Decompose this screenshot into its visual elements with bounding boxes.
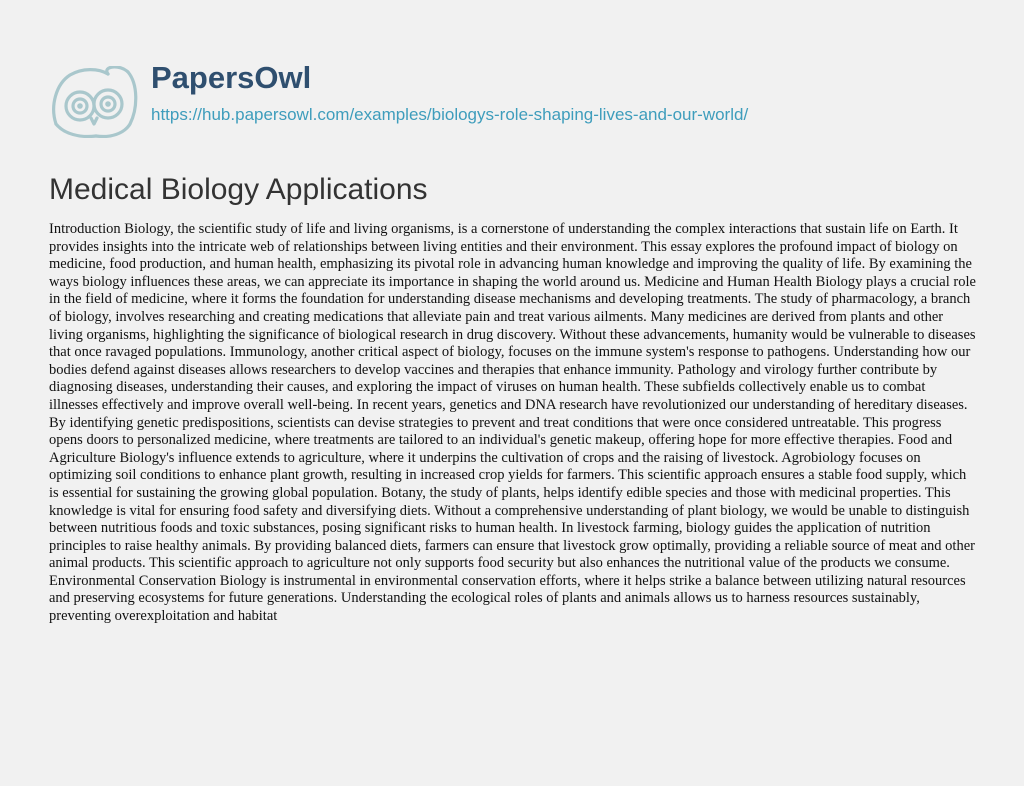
page-title: Medical Biology Applications — [49, 173, 428, 206]
brand-name: PapersOwl — [151, 60, 312, 95]
source-url-link[interactable]: https://hub.papersowl.com/examples/biologys-role-shaping-lives-and-our-world/ — [151, 105, 749, 124]
header — [50, 58, 950, 138]
essay-body: Introduction Biology, the scientific study of life and living organisms, is a cornerstone of understanding the complex interactions that sustain life on Earth. It provides insights into the intricate web of relationships between living entities and their environment. This essay explores the profound impact of biology on medicine, food production, and human health, emphasizing its pivotal role in advancing human knowledge and improving the quality of life. By examining the ways biology influences these areas, we can appreciate its importance in shaping the world around us. Medicine and Human Health Biology plays a crucial role in the field of medicine, where it forms the foundation for understanding disease mechanisms and developing treatments. The study of pharmacology, a branch of biology, involves researching and creating medications that alleviate pain and treat various ailments. Many medicines are derived from plants and other living organisms, highlighting the significance of biological research in drug discovery. Without these advancements, humanity would be vulnerable to diseases that once ravaged populations. Immunology, another critical aspect of biology, focuses on the immune system's response to pathogens. Understanding how our bodies defend against diseases allows researchers to develop vaccines and therapies that enhance immunity. Pathology and virology further contribute by diagnosing diseases, understanding their causes, and exploring the impact of viruses on human health. These subfields collectively enable us to combat illnesses effectively and improve overall well-being. In recent years, genetics and DNA research have revolutionized our understanding of hereditary diseases. By identifying genetic predispositions, scientists can devise strategies to prevent and treat conditions that were once considered untreatable. This progress opens doors to personalized medicine, where treatments are tailored to an individual's genetic makeup, offering hope for more effective therapies. Food and Agriculture Biology's influence extends to agriculture, where it underpins the cultivation of crops and the raising of livestock. Agrobiology focuses on optimizing soil conditions to enhance plant growth, resulting in increased crop yields for farmers. This scientific approach ensures a stable food supply, which is essential for sustaining the growing global population. Botany, the study of plants, helps identify edible species and those with medicinal properties. This knowledge is vital for ensuring food safety and diversifying diets. Without a comprehensive understanding of plant biology, we would be unable to distinguish between nutritious foods and toxic substances, posing significant risks to human health. In livestock farming, biology guides the application of nutrition principles to raise healthy animals. By providing balanced diets, farmers can ensure that livestock grow optimally, providing a reliable source of meat and other animal products. This scientific approach to agriculture not only supports food security but also enhances the nutritional value of the products we consume. Environmental Conservation Biology is instrumental in environmental conservation efforts, where it helps strike a balance between utilizing natural resources and preserving ecosystems for future generations. Understanding the ecological roles of plants and animals allows us to harness resources sustainably, preventing overexploitation and habitat — [49, 221, 976, 625]
owl-logo-icon — [50, 66, 138, 138]
